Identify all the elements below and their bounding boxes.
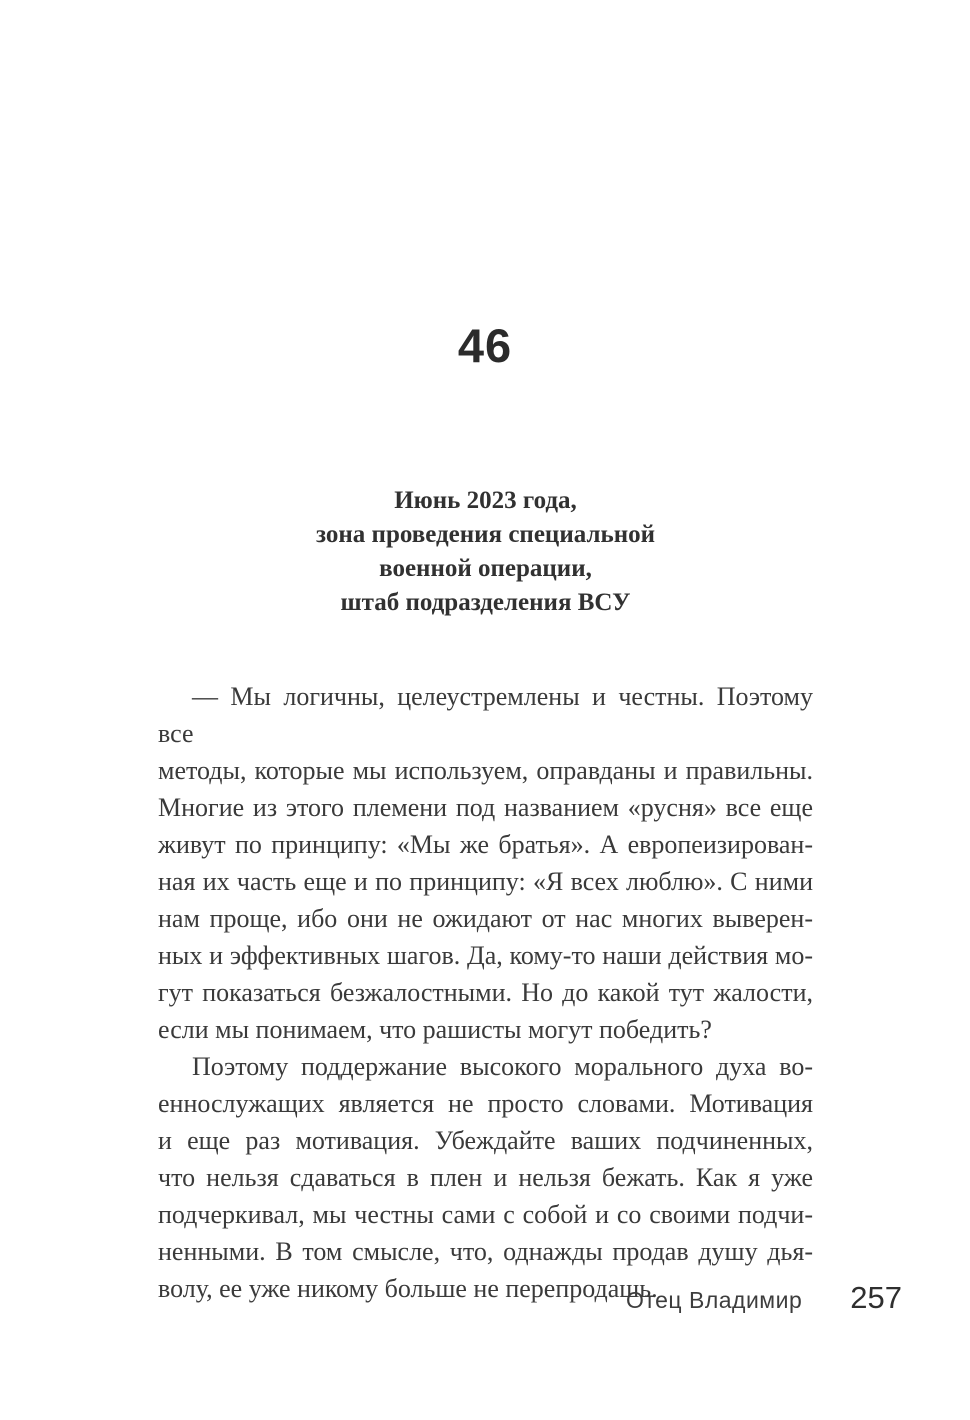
text-line: ненными. В том смысле, что, однажды продав душу дья-	[158, 1237, 813, 1266]
text-line: гут показаться безжалостными. Но до какой тут жалости,	[158, 978, 813, 1007]
text-line: ная их часть еще и по принципу: «Я всех люблю». С ними	[158, 867, 813, 896]
chapter-number: 46	[457, 319, 513, 372]
dateline-line: зона проведения специальной	[315, 521, 655, 548]
text-line: волу, ее уже никому больше не перепродашь.	[158, 1274, 658, 1303]
text-line: Поэтому поддержание высокого морального духа во-	[192, 1052, 813, 1081]
dateline-line: штаб подразделения ВСУ	[340, 589, 631, 616]
text-line: Многие из этого племени под названием «русня» все еще	[158, 793, 813, 822]
paragraph-2	[158, 1048, 813, 1307]
text-line: живут по принципу: «Мы же братья». А европеизирован-	[158, 830, 813, 859]
dateline-line: военной операции,	[379, 555, 592, 582]
body-text	[158, 678, 813, 1307]
text-line: методы, которые мы используем, оправданы и правильны.	[158, 756, 813, 785]
text-line: что нельзя сдаваться в плен и нельзя бежать. Как я уже	[158, 1163, 813, 1192]
text-line: — Мы логичны, целеустремлены и честны. Поэтому все	[158, 682, 813, 748]
text-line: и еще раз мотивация. Убеждайте ваших подчиненных,	[158, 1126, 813, 1155]
paragraph-1	[158, 678, 813, 1048]
page-number: 257	[850, 1280, 902, 1315]
text-line: ных и эффективных шагов. Да, кому-то наши действия мо-	[158, 941, 813, 970]
dateline	[158, 484, 813, 620]
text-line: подчеркивал, мы честны сами с собой и со своими подчи-	[158, 1200, 813, 1229]
text-line: нам проще, ибо они не ожидают от нас многих выверен-	[158, 904, 813, 933]
page-footer	[158, 1280, 902, 1316]
dateline-line: Июнь 2023 года,	[394, 487, 577, 514]
running-title: Отец Владимир	[625, 1287, 803, 1313]
text-line: еннослужащих является не просто словами. Мотивация	[158, 1089, 813, 1118]
text-line: если мы понимаем, что рашисты могут победить?	[158, 1015, 712, 1044]
